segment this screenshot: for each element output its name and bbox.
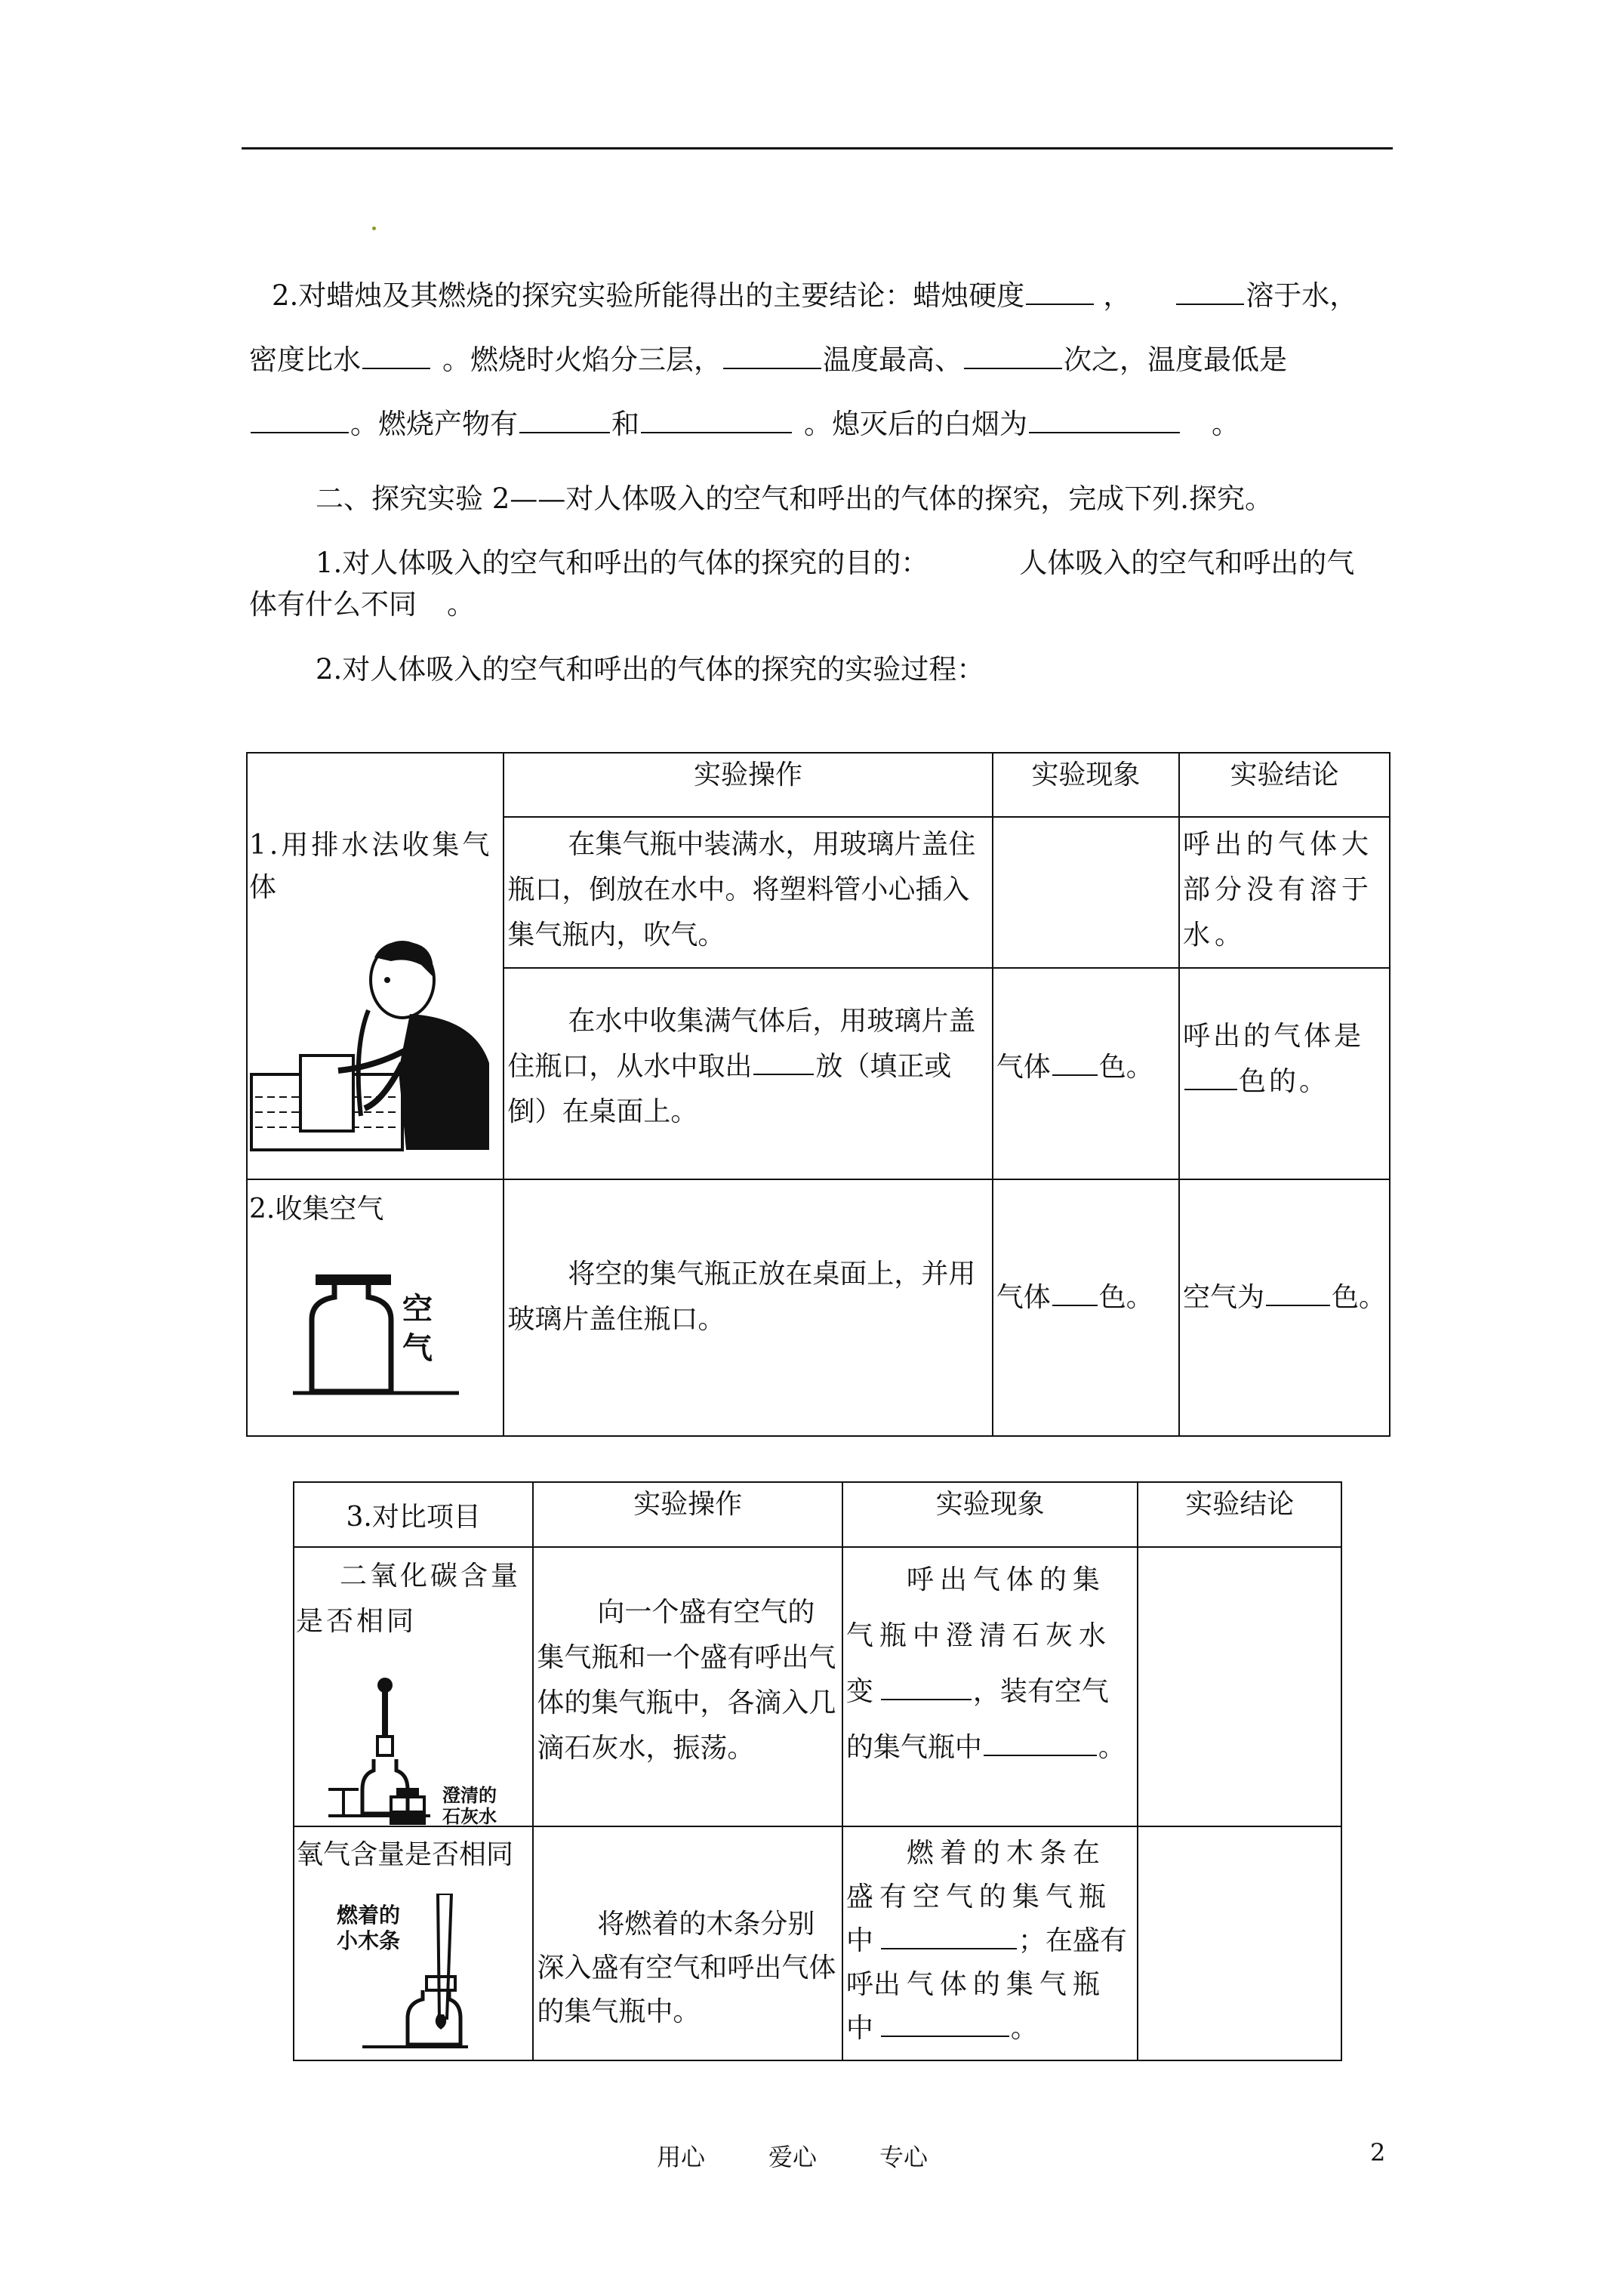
text: 空气为 [1182,1282,1264,1313]
row1b-operation-cell [504,968,992,1179]
row1-label-cell [247,753,504,1179]
text: 色。 [1098,1282,1153,1313]
header-observation: 实验现象 [842,1482,1138,1547]
fill-blank [723,345,821,369]
row1b-observation-cell [993,968,1179,1179]
fill-blank [881,1925,1017,1949]
fill-blank [1184,1066,1237,1090]
text: 呼出气体的集气瓶中澄清石灰水变 [845,1564,1112,1707]
co2-item: 二氧化碳含量是否相同 [296,1561,522,1637]
row1-label: 1.用排水法收集气体 [249,830,493,903]
section2-heading: 二、探究实验 2——对人体吸入的空气和呼出的气体的探究，完成下列.探究。 [316,482,1273,515]
fill-blank [362,345,430,369]
text: 。燃烧产物有 [350,408,518,440]
row1a-conclusion-cell [1179,817,1390,968]
co2-operation-cell [533,1547,842,1826]
fill-blank [251,409,349,433]
o2-observation [843,1827,1138,2055]
text: 色。 [1098,1052,1153,1083]
row1a-conclusion: 呼出的气体大部分没有溶于水。 [1182,829,1373,951]
text: 2.对蜡烛及其燃烧的探究实验所能得出的主要结论：蜡烛硬度 [272,279,1025,312]
fill-blank [1266,1282,1330,1306]
co2-operation: 向一个盛有空气的集气瓶和一个盛有呼出气体的集气瓶中，各滴入几滴石灰水，振荡。 [537,1597,836,1764]
row2-label: 2.收集空气 [249,1194,384,1225]
fill-blank [964,345,1062,369]
fill-blank [1176,281,1244,305]
experiment-table-1 [246,752,1390,1437]
text: 。 [1212,408,1240,440]
row2-observation [993,1180,1178,1326]
text: 。熄灭后的白烟为 [804,408,1027,440]
row1b-conclusion [1180,969,1389,1109]
fill-blank [641,409,792,433]
co2-item-cell [294,1547,533,1826]
fill-blank [1052,1052,1098,1076]
header-conclusion: 实验结论 [1138,1482,1341,1547]
row1b-conclusion-cell [1179,968,1390,1179]
fill-blank [984,1732,1097,1756]
row1a-observation-cell [993,817,1179,968]
fill-blank [1029,409,1180,433]
text: 呼出的气体是 [1182,1021,1364,1052]
text: ；在盛有呼 [845,1925,1127,2000]
text: 和 [611,408,639,440]
co2-observation-cell [842,1547,1138,1826]
purpose-line-2 [249,588,475,621]
header-item: 3.对比项目 [294,1482,533,1547]
small-limewater-bottle-icon [385,1782,430,1827]
text: ， [1103,279,1132,312]
header-conclusion: 实验结论 [1179,753,1390,817]
stray-dot [372,227,376,230]
header-operation: 实验操作 [533,1482,842,1547]
text: 溶于水， [1246,279,1358,312]
text: 。 [1098,1732,1132,1763]
fill-blank [881,1676,972,1700]
text: 放（填正或倒）在桌面上。 [507,1051,952,1127]
text: ，装有空气的集 [845,1676,1109,1763]
text: 色的。 [1238,1066,1329,1097]
footer-motto-2: 爱心 [768,2143,818,2171]
co2-observation [843,1548,1138,1780]
limewater-label [442,1785,497,1827]
person-blowing-into-bottle-illustration [248,935,507,1154]
fill-blank [519,409,610,433]
text: 石灰水 [442,1806,497,1827]
page-number: 2 [1370,2138,1386,2167]
header-operation: 实验操作 [504,753,992,817]
header-observation: 实验现象 [993,753,1179,817]
fill-blank [1052,1282,1098,1306]
row2-conclusion [1180,1180,1389,1326]
row2-conclusion-cell [1179,1179,1390,1436]
text: 小木条 [337,1928,401,1953]
footer-motto-1: 用心 [657,2143,706,2171]
text: 气体 [996,1052,1051,1083]
burning-splint-in-jar-illustration [362,1894,468,2052]
text: 色。 [1331,1282,1386,1313]
co2-conclusion-cell [1138,1547,1341,1826]
text: 澄清的 [442,1785,497,1806]
header-rule [242,147,1393,149]
o2-operation: 将燃着的木条分别深入盛有空气和呼出气体的集气瓶中。 [537,1909,836,2027]
o2-operation-cell [533,1826,842,2060]
text: 温度最高、 [823,344,962,376]
row2-operation-cell [504,1179,992,1436]
conclusion-line-2 [249,345,1287,374]
text: 1.对人体吸入的空气和呼出的气体的探究的目的： [316,547,929,579]
text: 密度比水 [249,344,361,376]
o2-item-cell [294,1826,533,2060]
text: 燃着的 [337,1903,401,1928]
text: 在水中收集满气体后，用玻璃片盖住瓶口，从水中取出 [507,1006,976,1082]
purpose-line-1 [316,549,1354,577]
text: 。 [447,588,475,621]
text: 气瓶中 [900,1732,982,1763]
text: 次之，温度最低是 [1064,344,1287,376]
row2-label-cell [247,1179,504,1436]
process-line: 2.对人体吸入的空气和呼出的气体的探究的实验过程： [316,653,985,686]
fill-blank [881,2013,1009,2037]
row1a-operation: 在集气瓶中装满水，用玻璃片盖住瓶口，倒放在水中。将塑料管小心插入集气瓶内，吹气。 [507,829,976,951]
footer-motto-3: 专心 [879,2143,929,2171]
text: 燃着的木条在盛有空气的集气瓶中 [845,1838,1112,1956]
experiment-table-2 [293,1481,1342,2061]
fill-blank [753,1051,814,1075]
text: 。 [1010,2013,1044,2044]
text: 。燃烧时火焰分三层， [442,344,722,376]
jar-air-label: 空气 [402,1292,433,1366]
text: 出气体的集气瓶中 [845,1969,1106,2044]
fill-blank [1026,281,1094,305]
conclusion-line-3 [249,409,1240,438]
row2-observation-cell [993,1179,1179,1436]
row1a-operation-cell [504,817,992,968]
o2-item: 氧气含量是否相同 [296,1839,514,1870]
row1b-operation [504,969,991,1139]
o2-observation-cell [842,1826,1138,2060]
row2-operation: 将空的集气瓶正放在桌面上，并用玻璃片盖住瓶口。 [507,1259,976,1335]
text: 体有什么不同 [249,588,417,621]
text: 气体 [996,1282,1051,1313]
text: 人体吸入的空气和呼出的气 [1019,547,1355,579]
conclusion-line-1 [272,281,1357,310]
o2-conclusion-cell [1138,1826,1341,2060]
row1b-observation [993,969,1178,1096]
